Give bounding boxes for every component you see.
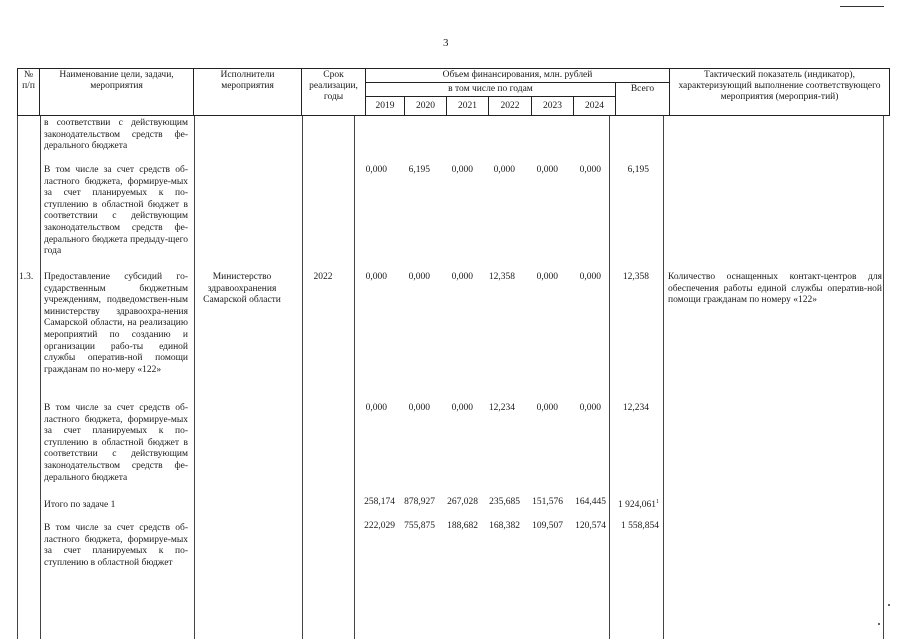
scan-speck [878,623,880,625]
total-cell: 1 558,854 [621,521,659,531]
value-cell: 0,000 [365,165,387,175]
value-cell: 12,358 [488,272,515,282]
column-rule [302,116,303,639]
header-year: 2022 [489,97,532,116]
top-rule [840,6,884,7]
row-description: Итого по задаче 1 [44,500,116,510]
header-year: 2020 [405,97,447,116]
row-description: В том числе за счет средств об-ластного бюджета, формируе-мых за счет планируемых к по-ступлению в областной бюджет [44,523,188,568]
header-year: 2021 [447,97,489,116]
row-description: В том числе за счет средств об-ластного бюджета, формируе-мых за счет планируемых к по-ступлению в областной бюджет в соответствии с действующим законодательством средств фе-дерального бюджета предыду-щего года [44,165,188,257]
header-year: 2019 [366,97,405,116]
row-tactic: Количество оснащенных контакт-центров для обеспечения работы единой службы оператив-ной помощи гражданам по номеру «122» [668,272,882,306]
row-description: Предоставление субсидий го-сударственным бюджетным учреждениям, подведомствен-ным министерству здравоохра-нения Самарской области, на реализацию мероприятий по созданию и организации рабо-ты единой службы оператив-ной помощи гражданам по но-меру «122» [44,272,188,375]
column-rule [609,116,610,639]
value-cell: 878,927 [404,497,435,507]
header-total: Всего [616,83,670,116]
value-cell: 0,000 [408,403,430,413]
row-executor: Министерство здравоохранения Самарской области [203,272,281,306]
value-cell: 0,000 [536,272,558,282]
value-cell: 0,000 [365,403,387,413]
total-cell: 12,358 [622,272,649,282]
footnote-mark: 1 [656,499,659,505]
value-cell: 0,000 [536,403,558,413]
row-description: в соответствии с действующим законодательством средств фе-дерального бюджета [44,118,188,152]
page-number: 3 [443,37,449,49]
column-rule [883,116,884,639]
value-cell: 0,000 [408,272,430,282]
value-cell: 12,234 [488,403,515,413]
total-cell: 6,195 [627,165,649,175]
value-cell: 168,382 [489,521,520,531]
value-cell: 0,000 [579,403,601,413]
value-cell: 0,000 [493,165,515,175]
value-cell: 0,000 [579,272,601,282]
total-cell: 12,234 [622,403,649,413]
header-year: 2024 [574,97,616,116]
value-cell: 151,576 [532,497,563,507]
value-cell: 0,000 [451,403,473,413]
row-number: 1.3. [19,272,34,282]
column-rule [40,116,41,639]
row-description: В том числе за счет средств об-ластного бюджета, формируе-мых за счет планируемых к по-ступлению в областной бюджет в соответствии с действующим законодательством средств фе-дерального бюджета [44,403,188,483]
header-tactic: Тактический показатель (индикатор), характеризующий выполнение соответствующего мероприятия (мероприя-тий) [670,69,890,116]
header-term: Срок реализации, годы [302,69,366,116]
column-rule [354,116,355,639]
header-name: Наименование цели, задачи, мероприятия [40,69,194,116]
header-number: № п/п [18,69,40,116]
value-cell: 109,507 [532,521,563,531]
scan-speck [888,604,890,606]
column-rule [663,116,664,639]
value-cell: 164,445 [575,497,606,507]
value-cell: 0,000 [365,272,387,282]
value-cell: 0,000 [536,165,558,175]
value-cell: 222,029 [364,521,395,531]
header-by-years: в том числе по годам [366,83,616,97]
value-cell: 258,174 [364,497,395,507]
value-cell: 0,000 [579,165,601,175]
total-value: 1 924,061 [618,500,656,511]
header-financing: Объем финансирования, млн. рублей [366,69,670,83]
header-executor: Исполнители мероприятия [194,69,302,116]
value-cell: 755,875 [404,521,435,531]
row-term: 2022 [313,272,333,282]
column-rule [17,116,18,639]
header-year: 2023 [532,97,574,116]
value-cell: 0,000 [451,272,473,282]
value-cell: 0,000 [451,165,473,175]
value-cell: 235,685 [489,497,520,507]
value-cell: 188,682 [447,521,478,531]
column-rule [194,116,195,639]
total-cell [607,497,659,512]
value-cell: 120,574 [575,521,606,531]
value-cell: 6,195 [408,165,430,175]
table-header [17,68,890,116]
value-cell: 267,028 [447,497,478,507]
